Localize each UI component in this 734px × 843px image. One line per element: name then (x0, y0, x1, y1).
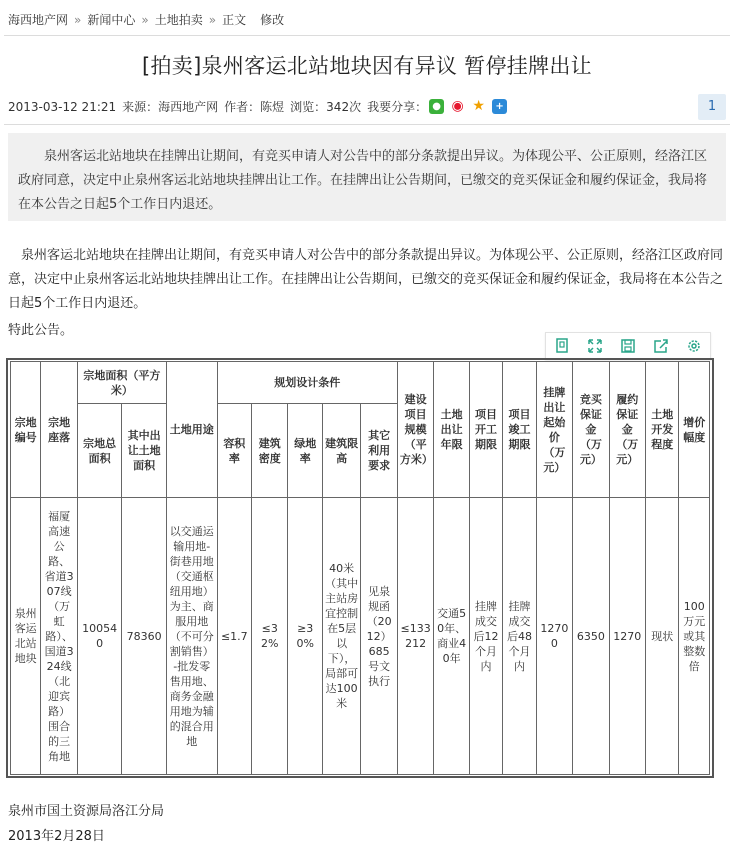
divider (4, 35, 730, 36)
header-density: 建筑密度 (252, 404, 288, 498)
breadcrumb-home-link[interactable]: 海西地产网 (8, 13, 69, 27)
article-meta (8, 98, 513, 115)
header-planning-group: 规划设计条件 (217, 362, 397, 404)
breadcrumb-separator: » (74, 13, 82, 27)
edit-link[interactable]: 修改 (260, 13, 285, 27)
share-label: 我要分享： (367, 100, 428, 114)
cell-other: 见泉规函（2012）685号文执行 (361, 498, 398, 775)
save-icon[interactable] (620, 338, 636, 354)
share-out-icon[interactable] (653, 338, 669, 354)
article-title: [拍卖]泉州客运北站地块因有异议 暂停挂牌出让 (142, 54, 592, 78)
cell-bid-deposit: 6350 (573, 498, 609, 775)
cell-far: ≤1.7 (217, 498, 251, 775)
cell-start-price: 12700 (536, 498, 572, 775)
table-row (11, 498, 710, 775)
header-perf-deposit: 履约保证金（万元） (609, 362, 645, 498)
article-notice: 特此公告。 (8, 323, 74, 338)
breadcrumb-news-link[interactable]: 新闻中心 (87, 13, 136, 27)
header-height: 建筑限高 (322, 404, 360, 498)
header-increment: 增价幅度 (679, 362, 710, 498)
header-scale: 建设项目规模（平方米） (397, 362, 433, 498)
settings-icon[interactable] (686, 338, 702, 354)
header-other: 其它利用要求 (361, 404, 398, 498)
article-summary: 泉州客运北站地块在挂牌出让期间，有竞买申请人对公告中的部分条款提出异议。为体现公平、公正原则，经洛江区政府同意，决定中止泉州客运北站地块挂牌出让工作。在挂牌出让公告期间，已缴交的竞买保证金和履约保证金，我局将在本公告之日起5个工作日内退还。 (8, 133, 726, 221)
breadcrumb-separator: » (208, 13, 217, 27)
breadcrumb-current: 正文 (222, 13, 247, 27)
article-author: 作者：陈煜 (224, 100, 285, 114)
wechat-icon[interactable]: ● (429, 99, 444, 114)
header-land-use: 土地用途 (166, 362, 217, 498)
header-parcel-no: 宗地编号 (11, 362, 41, 498)
breadcrumb-auction-link[interactable]: 土地拍卖 (154, 13, 203, 27)
breadcrumb (8, 11, 284, 28)
cell-area-total: 100540 (77, 498, 122, 775)
table-toolbar (545, 332, 711, 360)
publish-date: 2013-03-12 21:21 (8, 99, 117, 114)
header-area-total: 宗地总面积 (77, 404, 122, 498)
article-views: 浏览：342次 (290, 100, 362, 114)
divider (4, 124, 730, 125)
header-term: 土地出让年限 (434, 362, 469, 498)
cell-location: 福厦高速公路、省道307线（万虹路）、国道324线（北迎宾路）围合的三角地 (41, 498, 77, 775)
cell-density: ≤32% (252, 498, 288, 775)
cell-increment: 100万元或其整数倍 (679, 498, 710, 775)
breadcrumb-separator: » (141, 13, 149, 27)
land-parcel-table (10, 361, 710, 775)
cell-parcel-no: 泉州客运北站地块 (11, 498, 41, 775)
header-start-price: 挂牌出让起始价（万元） (536, 362, 572, 498)
cell-green: ≥30% (288, 498, 322, 775)
header-far: 容积率 (217, 404, 251, 498)
add-icon[interactable]: + (492, 99, 507, 114)
comment-count-badge[interactable]: 1 (698, 94, 726, 120)
article-signature: 泉州市国土资源局洛江分局 (8, 804, 165, 819)
cell-land-use: 以交通运输用地-街巷用地（交通枢纽用地）为主、商服用地（不可分割销售）-批发零售用地、商务金融用地为辅的混合用地 (166, 498, 217, 775)
header-dev-level: 土地开发程度 (646, 362, 679, 498)
header-location: 宗地座落 (41, 362, 77, 498)
article-body-paragraph: 泉州客运北站地块在挂牌出让期间，有竞买申请人对公告中的部分条款提出异议。为体现公平、公正原则，经洛江区政府同意，决定中止泉州客运北站地块挂牌出让工作。在挂牌出让公告期间，已缴交的竞买保证金和履约保证金，我局将在本公告之日起5个工作日内退还。 (8, 248, 724, 311)
cell-finish: 挂牌成交后48个月内 (503, 498, 536, 775)
cell-height: 40米（其中主站房宜控制在5层以下），局部可达100米 (322, 498, 360, 775)
favorite-icon[interactable]: ★ (472, 98, 485, 114)
header-area-sell: 其中出让土地面积 (122, 404, 167, 498)
header-green: 绿地率 (288, 404, 322, 498)
cell-area-sell: 78360 (122, 498, 167, 775)
fullscreen-icon[interactable] (587, 338, 603, 354)
article-source: 来源：海西地产网 (122, 100, 219, 114)
cell-scale: ≤133212 (397, 498, 433, 775)
cell-perf-deposit: 1270 (609, 498, 645, 775)
copy-icon[interactable] (554, 338, 570, 354)
header-start: 项目开工期限 (469, 362, 502, 498)
cell-term: 交通50年、商业40年 (434, 498, 469, 775)
weibo-icon[interactable]: ◉ (451, 98, 464, 114)
header-finish: 项目竣工期限 (503, 362, 536, 498)
article-sign-date: 2013年2月28日 (8, 829, 105, 843)
cell-start: 挂牌成交后12个月内 (469, 498, 502, 775)
header-bid-deposit: 竞买保证金（万元） (573, 362, 609, 498)
cell-dev-level: 现状 (646, 498, 679, 775)
header-area-group: 宗地面积（平方米） (77, 362, 166, 404)
